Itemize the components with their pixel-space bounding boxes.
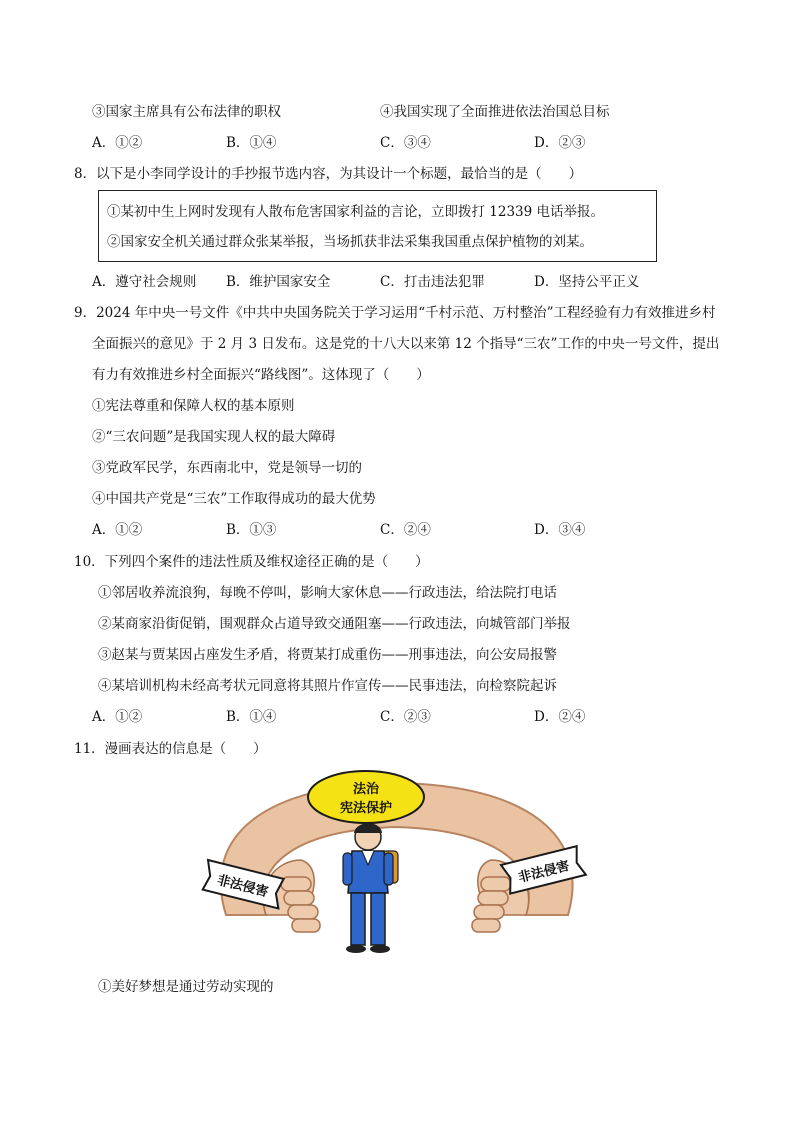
q7-statement-3: ③国家主席具有公布法律的职权 xyxy=(92,104,281,120)
q11-stem: 11．漫画表达的信息是（ ） xyxy=(74,741,267,757)
oval-text-2: 宪法保护 xyxy=(339,801,393,816)
q8-option-b[interactable]: B．维护国家安全 xyxy=(226,274,331,290)
q10-option-c[interactable]: C．②③ xyxy=(380,709,431,725)
q10-statement-2: ②某商家沿街促销，围观群众占道导致交通阻塞——行政违法，向城管部门举报 xyxy=(98,616,571,632)
q10-option-d[interactable]: D．②④ xyxy=(534,709,586,725)
q9-statement-4: ④中国共产党是“三农”工作取得成功的最大优势 xyxy=(92,491,376,507)
q8-option-a[interactable]: A．遵守社会规则 xyxy=(92,274,197,290)
q9-option-b[interactable]: B．①③ xyxy=(226,522,277,538)
q7-option-a[interactable]: A．①② xyxy=(92,135,143,151)
q7-option-b[interactable]: B．①④ xyxy=(226,135,277,151)
q8-stem: 8．以下是小李同学设计的手抄报节选内容，为其设计一个标题，最恰当的是（ ） xyxy=(74,166,583,182)
q11-cartoon xyxy=(196,765,596,965)
q11-statement-1: ①美好梦想是通过劳动实现的 xyxy=(98,979,274,995)
q9-statement-2: ②“三农问题”是我国实现人权的最大障碍 xyxy=(92,429,336,445)
right-sign-text: 非法侵害 xyxy=(516,858,572,886)
schoolboy-figure xyxy=(343,823,398,953)
q10-option-b[interactable]: B．①④ xyxy=(226,709,277,725)
q7-option-c[interactable]: C．③④ xyxy=(380,135,431,151)
q10-stem: 10．下列四个案件的违法性质及维权途径正确的是（ ） xyxy=(74,554,429,570)
q9-option-a[interactable]: A．①② xyxy=(92,522,143,538)
oval-text-1: 法治 xyxy=(352,782,380,797)
q7-statement-4: ④我国实现了全面推进依法治国总目标 xyxy=(380,104,610,120)
q8-option-c[interactable]: C．打击违法犯罪 xyxy=(380,274,485,290)
q7-option-d[interactable]: D．②③ xyxy=(534,135,586,151)
left-sign-text: 非法侵害 xyxy=(215,873,270,901)
q8-newspaper-box xyxy=(98,190,657,262)
q10-statement-3: ③赵某与贾某因占座发生矛盾，将贾某打成重伤——刑事违法，向公安局报警 xyxy=(98,647,557,663)
q8-box-line-2: ②国家安全机关通过群众张某举报，当场抓获非法采集我国重点保护植物的刘某。 xyxy=(107,234,593,250)
q9-stem-line-2: 全面振兴的意见》于 2 月 3 日发布。这是党的十八大以来第 12 个指导“三农”工作的中央一号文件，提出 xyxy=(92,336,720,352)
q9-option-d[interactable]: D．③④ xyxy=(534,522,586,538)
q8-box-line-1: ①某初中生上网时发现有人散布危害国家利益的言论，立即拨打 12339 电话举报。 xyxy=(107,204,605,220)
q10-statement-4: ④某培训机构未经高考状元同意将其照片作宣传——民事违法，向检察院起诉 xyxy=(98,678,557,694)
q9-stem-line-1: 9．2024 年中央一号文件《中共中央国务院关于学习运用“千村示范、万村整治”工程经验有力有效推进乡村 xyxy=(74,305,716,321)
q10-statement-1: ①邻居收养流浪狗，每晚不停叫，影响大家休息——行政违法，给法院打电话 xyxy=(98,585,557,601)
q9-stem-line-3: 有力有效推进乡村全面振兴“路线图”。这体现了（ ） xyxy=(92,367,430,383)
q8-option-d[interactable]: D．坚持公平正义 xyxy=(534,274,640,290)
q9-option-c[interactable]: C．②④ xyxy=(380,522,431,538)
q10-option-a[interactable]: A．①② xyxy=(92,709,143,725)
q9-statement-1: ①宪法尊重和保障人权的基本原则 xyxy=(92,398,295,414)
q9-statement-3: ③党政军民学，东西南北中，党是领导一切的 xyxy=(92,460,362,476)
